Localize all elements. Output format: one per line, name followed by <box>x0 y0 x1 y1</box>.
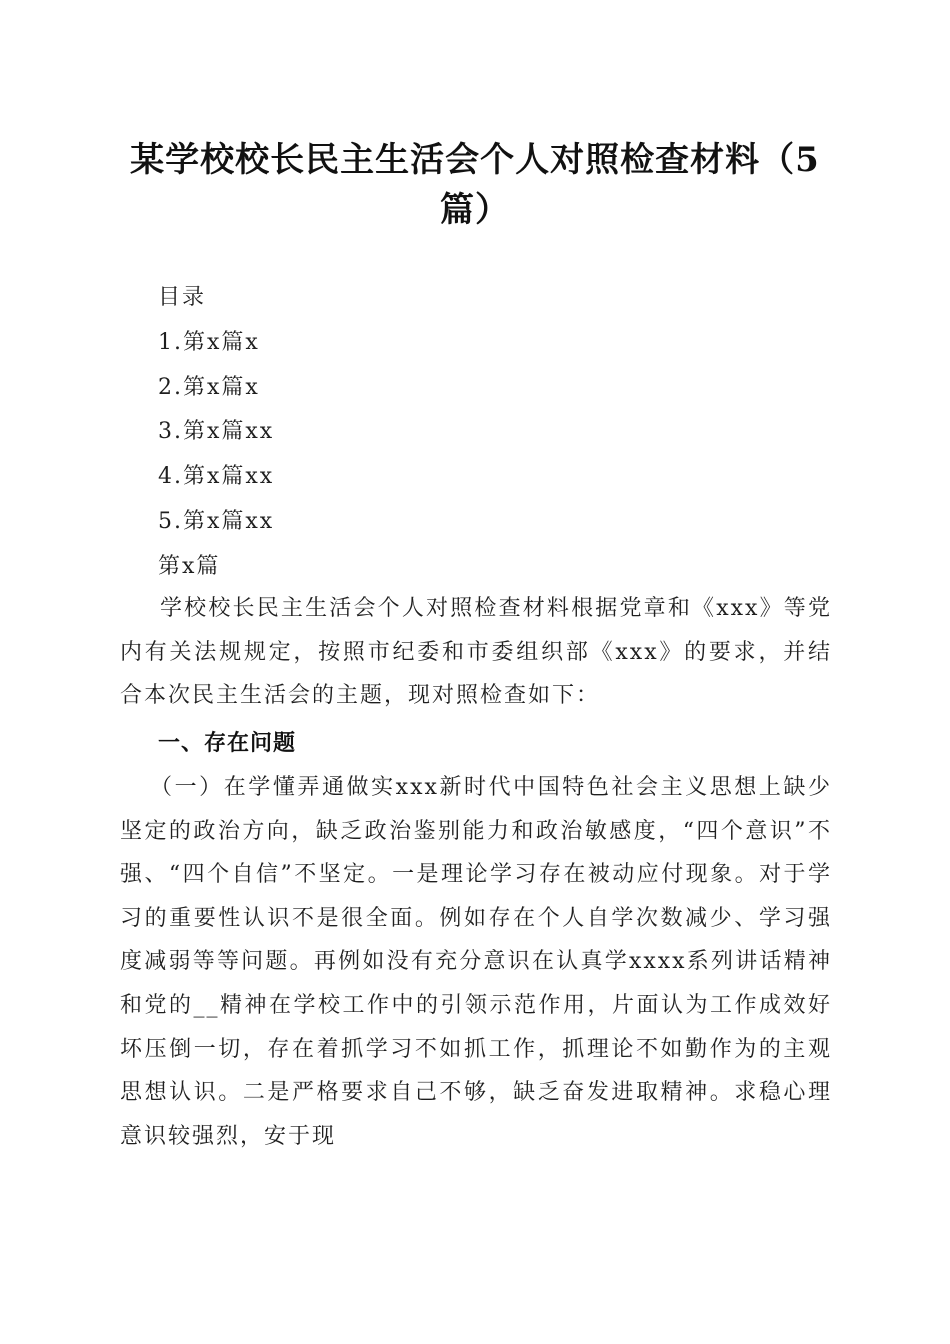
section-heading: 一、存在问题 <box>158 731 297 756</box>
toc-item: 4.第x篇xx <box>158 464 275 490</box>
body-paragraph: （一）在学懂弄通做实xxx新时代中国特色社会主义思想上缺少坚定的政治方向，缺乏政治鉴别能力和政治敏感度，“四个意识”不强、“四个自信”不坚定。一是理论学习存在被动应付现象。对于学习的重要性认识不是很全面。例如存在个人自学次数减少、学习强度减弱等等问题。再例如没有充分意识在认真学xxxx系列讲话精神和党的__精神在学校工作中的引领示范作用，片面认为工作成效好坏压倒一切，存在着抓学习不如抓工作，抓理论不如勤作为的主观思想认识。二是严格要求自己不够，缺乏奋发进取精神。求稳心理意识较强烈，安于现 <box>120 775 832 1149</box>
toc-item: 1.第x篇x <box>158 329 260 355</box>
section-label: 第x篇 <box>158 553 221 579</box>
toc-item: 2.第x篇x <box>158 374 260 400</box>
document-title: 某学校校长民主生活会个人对照检查材料（5篇） <box>130 140 820 230</box>
toc-item: 3.第x篇xx <box>158 419 275 445</box>
intro-paragraph: 学校校长民主生活会个人对照检查材料根据党章和《xxx》等党内有关法规规定，按照市纪委和市委组织部《xxx》的要求，并结合本次民主生活会的主题，现对照检查如下： <box>120 596 832 709</box>
toc-heading: 目录 <box>158 285 207 310</box>
toc-item: 5.第x篇xx <box>158 508 275 534</box>
table-of-contents <box>158 276 758 590</box>
